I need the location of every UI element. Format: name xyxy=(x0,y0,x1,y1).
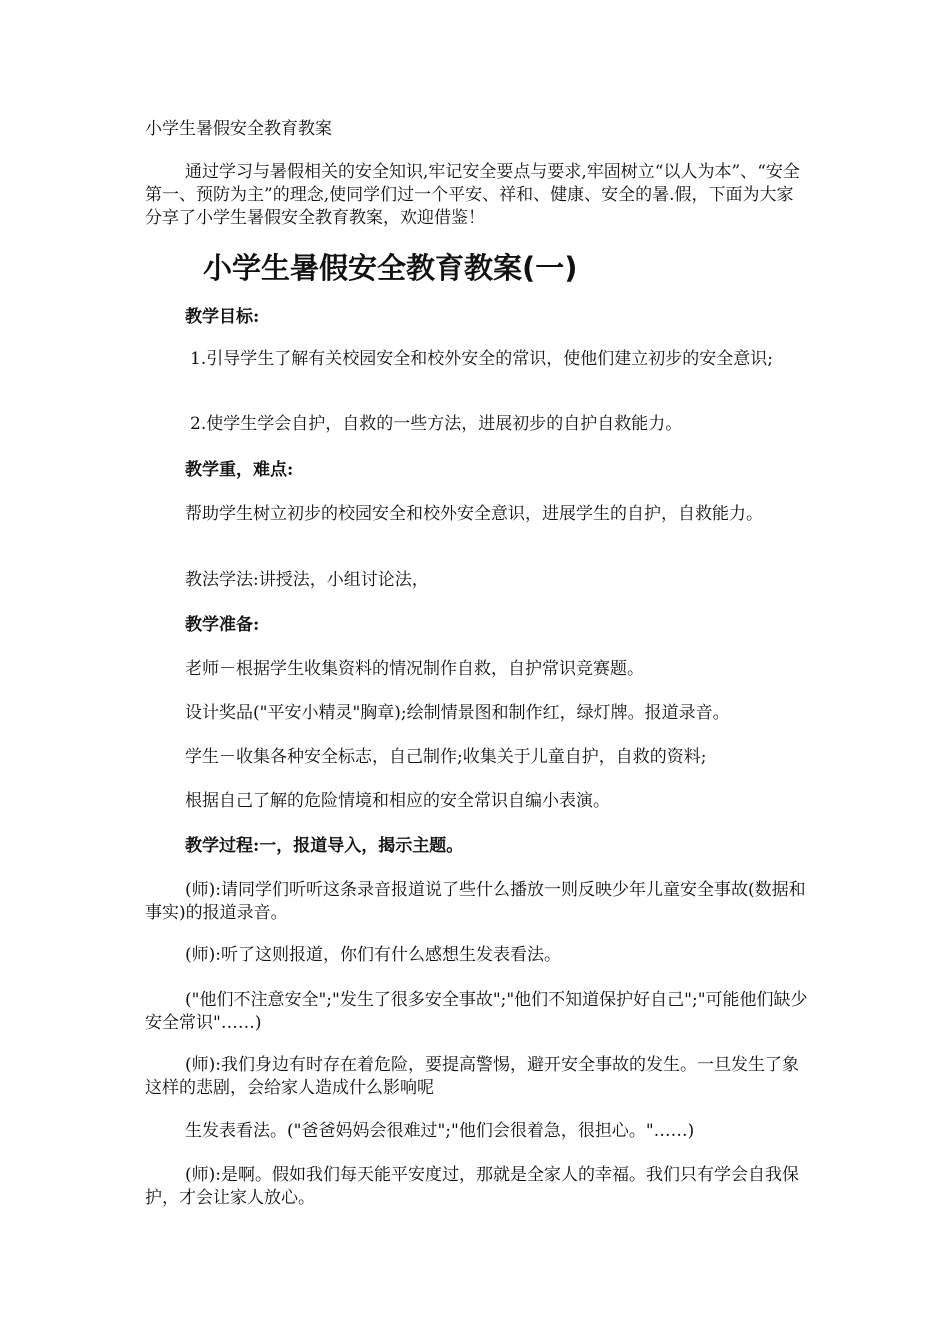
process-label: 教学过程:一，报道导入，揭示主题。 xyxy=(185,836,464,856)
prep-teacher: 老师－根据学生收集资料的情况制作自救，自护常识竞赛题。 xyxy=(185,659,644,679)
section-heading: 小学生暑假安全教育教案(一) xyxy=(203,251,578,285)
teacher-line-4: (师):是啊。假如我们每天能平安度过，那就是全家人的幸福。我们只有学会自我保护，才会让家人放心。 xyxy=(145,1165,799,1208)
prep-awards: 设计奖品("平安小精灵"胸章);绘制情景图和制作红，绿灯牌。报道录音。 xyxy=(185,703,730,723)
teacher-line-2: (师):听了这则报道，你们有什么感想生发表看法。 xyxy=(185,945,561,965)
prep-label: 教学准备: xyxy=(185,615,260,635)
prep-students: 学生－收集各种安全标志，自己制作;收集关于儿童自护，自救的资料; xyxy=(185,747,707,767)
prep-skit: 根据自己了解的危险情境和相应的安全常识自编小表演。 xyxy=(185,791,610,811)
goal-2: 2.使学生学会自护，自救的一些方法，进展初步的自护自救能力。 xyxy=(190,414,683,434)
intro-paragraph: 通过学习与暑假相关的安全知识,牢记安全要点与要求,牢固树立“以人为本”、“安全第一、预防为主”的理念,使同学们过一个平安、祥和、健康、安全的暑.假，下面为大家分享了小学生暑假安全教育教案，欢迎借鉴！ xyxy=(145,162,800,228)
goals-label: 教学目标: xyxy=(185,307,260,327)
teacher-line-3: (师):我们身边有时存在着危险，要提高警惕，避开安全事故的发生。一旦发生了象这样的悲剧，会给家人造成什么影响呢 xyxy=(145,1055,799,1098)
teacher-line-1: (师):请同学们听听这条录音报道说了些什么播放一则反映少年儿童安全事故(数据和事实)的报道录音。 xyxy=(145,880,806,923)
document-title: 小学生暑假安全教育教案 xyxy=(145,119,332,139)
key-points-label: 教学重，难点: xyxy=(185,460,294,480)
goal-1: 1.引导学生了解有关校园安全和校外安全的常识，使他们建立初步的安全意识; xyxy=(190,349,773,369)
key-points: 帮助学生树立初步的校园安全和校外安全意识，进展学生的自护，自救能力。 xyxy=(185,504,763,524)
methods: 教法学法:讲授法，小组讨论法， xyxy=(185,570,429,590)
student-response-1: ("他们不注意安全";"发生了很多安全事故";"他们不知道保护好自己";"可能他们缺少安全常识"……) xyxy=(145,990,808,1033)
student-response-2: 生发表看法。("爸爸妈妈会很难过";"他们会很着急，很担心。"……) xyxy=(185,1121,695,1141)
